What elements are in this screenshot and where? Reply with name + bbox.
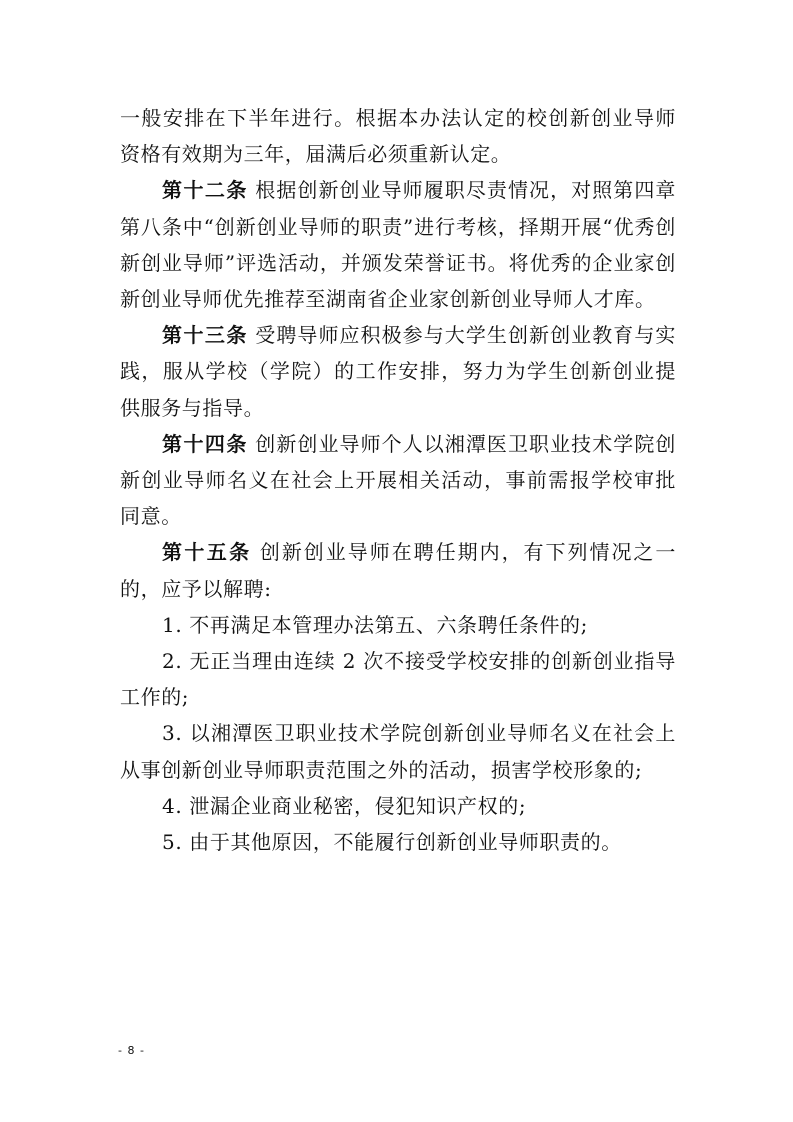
article-heading: 第十二条 (162, 178, 248, 203)
list-item-text: 5. 由于其他原因，不能履行创新创业导师职责的。 (162, 830, 622, 855)
article-15 (120, 534, 676, 606)
paragraph-text: 一般安排在下半年进行。根据本办法认定的校创新创业导师资格有效期为三年，届满后必须重新认定。 (120, 106, 676, 167)
list-item-text: 3. 以湘潭医卫职业技术学院创新创业导师名义在社会上从事创新创业导师职责范围之外的活动，损害学校形象的; (120, 721, 676, 782)
page-number: - 8 - (118, 1044, 145, 1057)
paragraph-text: 创新创业导师个人以湘潭医卫职业技术学院创新创业导师名义在社会上开展相关活动，事前需报学校审批同意。 (120, 431, 676, 529)
article-heading: 第十三条 (162, 323, 248, 348)
list-item-1 (120, 607, 676, 643)
article-13 (120, 317, 676, 426)
list-item-4 (120, 788, 676, 824)
list-item-2 (120, 643, 676, 715)
list-item-5 (120, 824, 676, 860)
article-heading: 第十五条 (162, 540, 252, 565)
list-item-text: 1. 不再满足本管理办法第五、六条聘任条件的; (162, 612, 588, 637)
paragraph-text: 创新创业导师在聘任期内，有下列情况之一的，应予以解聘: (120, 540, 677, 601)
article-14 (120, 426, 676, 535)
paragraph-continuation (120, 100, 676, 172)
list-item-text: 2. 无正当理由连续 2 次不接受学校安排的创新创业指导工作的; (120, 649, 676, 710)
paragraph-text: 受聘导师应积极参与大学生创新创业教育与实践，服从学校（学院）的工作安排，努力为学生创新创业提供服务与指导。 (120, 323, 676, 420)
list-item-text: 4. 泄漏企业商业秘密，侵犯知识产权的; (162, 793, 527, 818)
article-heading: 第十四条 (162, 431, 248, 456)
paragraph-text: 根据创新创业导师履职尽责情况，对照第四章第八条中“创新创业导师的职责”进行考核，择期开展“优秀创新创业导师”评选活动，并颁发荣誉证书。将优秀的企业家创新创业导师优先推荐至湖南省企业家创新创业导师人才库。 (120, 178, 676, 312)
list-item-3 (120, 715, 676, 787)
article-12 (120, 172, 676, 317)
body-text (120, 100, 676, 860)
